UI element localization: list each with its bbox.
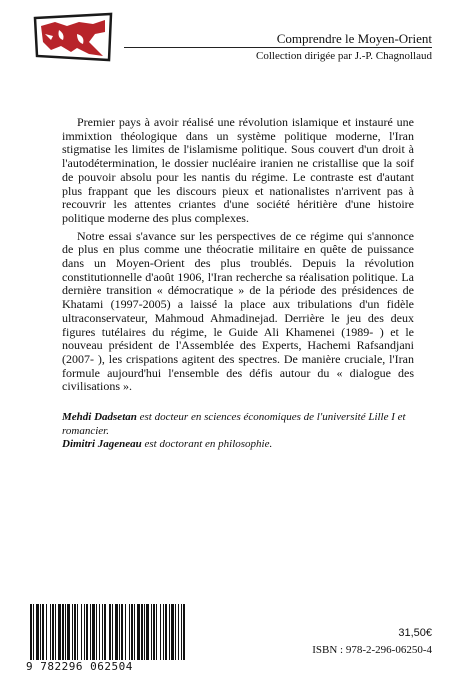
series-block [256,31,432,63]
price: 31,50€ [398,627,432,639]
author-name: Mehdi Dadsetan [62,411,137,423]
middle-east-map-icon [33,12,113,62]
summary-paragraph: Premier pays à avoir réalisé une révolution islamique et instauré une immixtion théologique dans un système politique moderne, l'Iran stigmatise les limites de l'islamisme politique. Sous couvert d'un droit à l'autodétermination, le dossier nucléaire iranien ne cristallise que la soif de pouvoir absolu pour les nantis du régime. Le contraste est d'autant plus frappant que les discours pieux et nationalistes n'arrivent pas à recouvrir les attentes criantes d'une société héritière d'une histoire politique moderne des plus complexes. [62,115,414,225]
barcode-icon [28,604,186,660]
series-divider [124,47,432,48]
isbn: ISBN : 978-2-296-06250-4 [312,644,432,656]
author-name: Dimitri Jageneau [62,438,142,451]
author-bio-text: est docteur en sciences économiques de l'université Lille I et romancier. [62,411,406,437]
series-subtitle: Collection dirigée par J.-P. Chagnollaud [256,50,432,62]
summary-paragraph: Notre essai s'avance sur les perspectives de ce régime qui s'annonce de plus en plus comme une théocratie militaire en quête de puissance dans un Moyen-Orient des plus troublés. Depuis la révolution constitutionnelle d'août 1906, l'Iran recherche sa réalisation politique. La dernière transition « démocratique » de la période des présidences de Khatami (1997-2005) a laissé la place aux tribulations d'un fidèle ultraconservateur, Mahmoud Ahmadinejad. Derrière le jeu des deux figures tutélaires du régime, le Guide Ali Khamenei (1989- ) et le nouveau président de l'Assemblée des Experts, Hachemi Rafsandjani (2007- ), les crispations agitent des spectres. De manière cruciale, l'Iran formule aujourd'hui l'ensemble des défis autour du « dialogue des civilisations ». [62,228,414,394]
author-bio-text: est doctorant en philosophie. [141,438,273,451]
author-bios [62,411,414,452]
barcode-digits: 9 782296 062504 [26,660,133,673]
author-bio [62,438,414,452]
series-title: Comprendre le Moyen-Orient [276,31,432,46]
summary-text [62,116,414,398]
author-bio [62,411,414,438]
